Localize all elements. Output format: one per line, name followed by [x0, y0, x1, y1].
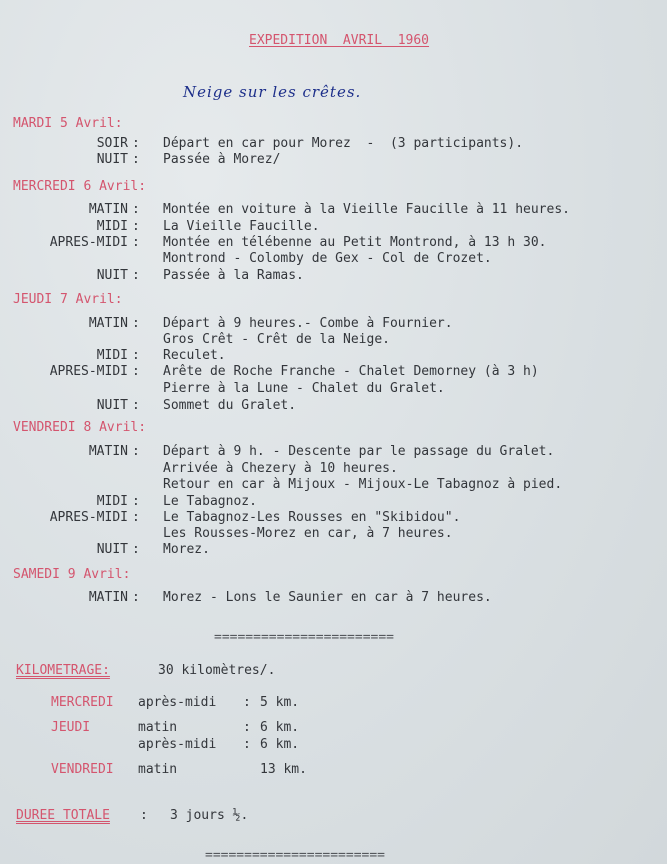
km-period: après-midi [138, 737, 217, 752]
separator-colon: : [132, 590, 140, 605]
separator-rule: ======================= [214, 630, 395, 645]
km-day: JEUDI [51, 720, 91, 735]
itinerary-line: Gros Crêt - Crêt de la Neige. [163, 332, 390, 347]
km-value: 6 km. [260, 737, 300, 752]
day-heading: MARDI 5 Avril: [13, 116, 123, 131]
itinerary-line: Morez. [163, 542, 210, 557]
km-day: VENDREDI [51, 762, 114, 777]
time-label: SOIR [96, 136, 128, 151]
time-label: MATIN [88, 590, 128, 605]
itinerary-line: Arrivée à Chezery à 10 heures. [163, 461, 398, 476]
time-label: NUIT [96, 542, 128, 557]
separator-colon: : [132, 152, 140, 167]
time-label: MATIN [88, 202, 128, 217]
km-period: matin [138, 762, 178, 777]
itinerary-line: Morez - Lons le Saunier en car à 7 heures. [163, 590, 492, 605]
separator-colon: : [132, 136, 140, 151]
separator-colon: : [243, 737, 251, 752]
itinerary-line: Pierre à la Lune - Chalet du Gralet. [163, 381, 445, 396]
itinerary-line: Passée à la Ramas. [163, 268, 304, 283]
page-title: EXPEDITION AVRIL 1960 [249, 33, 430, 48]
separator-colon: : [132, 219, 140, 234]
time-label: MIDI [96, 219, 128, 234]
time-label: NUIT [96, 268, 128, 283]
day-heading: JEUDI 7 Avril: [13, 292, 123, 307]
itinerary-line: Montrond - Colomby de Gex - Col de Crozet. [163, 251, 492, 266]
separator-colon: : [140, 808, 148, 823]
itinerary-line: Départ en car pour Morez - (3 participants). [163, 136, 524, 151]
time-label: APRES-MIDI [49, 510, 128, 525]
day-heading: MERCREDI 6 Avril: [13, 179, 147, 194]
itinerary-line: Le Tabagnoz. [163, 494, 257, 509]
separator-colon: : [132, 398, 140, 413]
km-value: 6 km. [260, 720, 300, 735]
handwritten-note: Neige sur les crêtes. [183, 83, 362, 101]
time-label: MIDI [96, 494, 128, 509]
time-label: MIDI [96, 348, 128, 363]
km-period: matin [138, 720, 178, 735]
time-label: APRES-MIDI [49, 364, 128, 379]
itinerary-line: Départ à 9 h. - Descente par le passage du Gralet. [163, 444, 555, 459]
separator-colon: : [132, 316, 140, 331]
itinerary-line: Reculet. [163, 348, 226, 363]
duree-label: DUREE TOTALE [16, 808, 110, 823]
separator-colon: : [132, 202, 140, 217]
separator-colon: : [132, 364, 140, 379]
time-label: MATIN [88, 316, 128, 331]
day-heading: VENDREDI 8 Avril: [13, 420, 147, 435]
separator-colon: : [243, 720, 251, 735]
itinerary-line: Sommet du Gralet. [163, 398, 297, 413]
kilometrage-label: KILOMETRAGE: [16, 663, 110, 678]
separator-colon: : [132, 348, 140, 363]
km-value: 5 km. [260, 695, 300, 710]
km-day: MERCREDI [51, 695, 114, 710]
time-label: NUIT [96, 152, 128, 167]
separator-colon: : [243, 695, 251, 710]
time-label: NUIT [96, 398, 128, 413]
time-label: MATIN [88, 444, 128, 459]
itinerary-line: Montée en voiture à la Vieille Faucille à 11 heures. [163, 202, 570, 217]
separator-rule: ======================= [205, 848, 386, 863]
km-period: après-midi [138, 695, 217, 710]
itinerary-line: Départ à 9 heures.- Combe à Fournier. [163, 316, 453, 331]
itinerary-line: Passée à Morez/ [163, 152, 281, 167]
itinerary-line: Le Tabagnoz-Les Rousses en "Skibidou". [163, 510, 461, 525]
separator-colon: : [132, 510, 140, 525]
itinerary-line: La Vieille Faucille. [163, 219, 320, 234]
itinerary-line: Retour en car à Mijoux - Mijoux-Le Tabagnoz à pied. [163, 477, 563, 492]
duree-value: 3 jours ½. [170, 808, 249, 823]
separator-colon: : [132, 235, 140, 250]
separator-colon: : [132, 542, 140, 557]
kilometrage-total: 30 kilomètres/. [158, 663, 276, 678]
separator-colon: : [132, 268, 140, 283]
itinerary-line: Arête de Roche Franche - Chalet Demorney (à 3 h) [163, 364, 539, 379]
itinerary-line: Les Rousses-Morez en car, à 7 heures. [163, 526, 453, 541]
time-label: APRES-MIDI [49, 235, 128, 250]
km-value: 13 km. [260, 762, 307, 777]
itinerary-line: Montée en télébenne au Petit Montrond, à 13 h 30. [163, 235, 547, 250]
separator-colon: : [132, 494, 140, 509]
separator-colon: : [132, 444, 140, 459]
day-heading: SAMEDI 9 Avril: [13, 567, 131, 582]
